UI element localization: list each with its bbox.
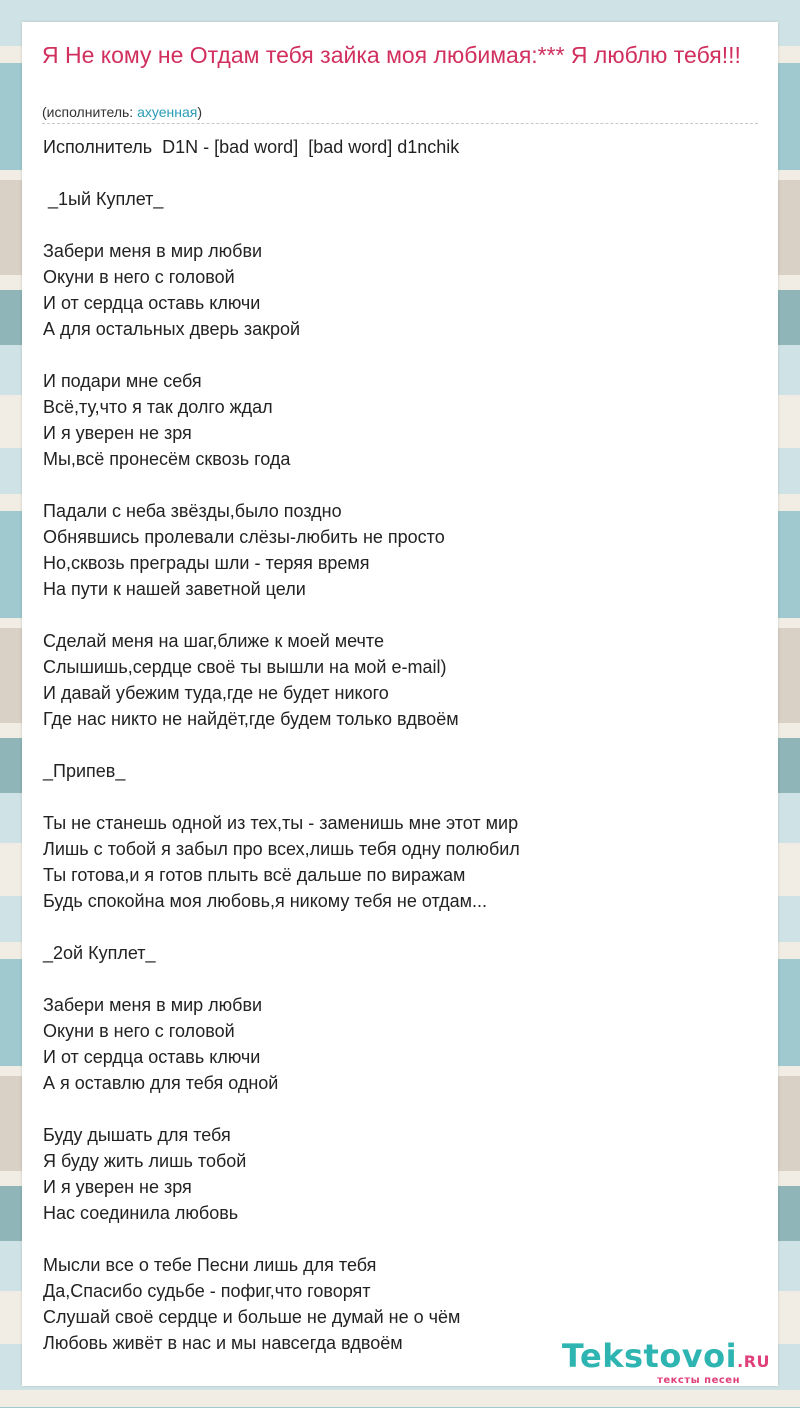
lyric-line: Забери меня в мир любви xyxy=(43,241,263,261)
lyric-line: И я уверен не зря xyxy=(43,1177,192,1197)
lyric-line xyxy=(43,212,759,238)
lyric-line: Буду дышать для тебя xyxy=(43,1125,231,1145)
lyric-line: Будь спокойна моя любовь,я никому тебя не отдам... xyxy=(43,891,487,911)
lyric-line: И от сердца оставь ключи xyxy=(43,293,261,313)
lyric-line xyxy=(43,602,759,628)
artist-suffix: ) xyxy=(197,104,203,120)
lyrics-card xyxy=(22,22,778,1386)
lyric-line: Лишь с тобой я забыл про всех,лишь тебя одну полюбил xyxy=(43,839,520,859)
lyric-line: Но,сквозь преграды шли - теряя время xyxy=(43,553,370,573)
lyric-line: Всё,ту,что я так долго ждал xyxy=(43,397,273,417)
lyric-line xyxy=(43,966,759,992)
lyric-line: А для остальных дверь закрой xyxy=(43,319,301,339)
artist-line xyxy=(42,103,758,124)
lyric-line: Нас соединила любовь xyxy=(43,1203,239,1223)
lyric-line: А я оставлю для тебя одной xyxy=(43,1073,279,1093)
logo-domain: .RU xyxy=(737,1352,770,1371)
lyric-line xyxy=(43,472,759,498)
lyric-line: И подари мне себя xyxy=(43,371,202,391)
artist-prefix: (исполнитель: xyxy=(42,104,138,120)
lyric-line: Слышишь,сердце своё ты вышли на мой e-mail) xyxy=(43,657,447,677)
lyric-line: Ты не станешь одной из тех,ты - заменишь мне этот мир xyxy=(43,813,519,833)
lyric-line: Обнявшись пролевали слёзы-любить не просто xyxy=(43,527,445,547)
lyric-line: Мы,всё пронесём сквозь года xyxy=(43,449,291,469)
lyric-line: Забери меня в мир любви xyxy=(43,995,263,1015)
lyric-line: Ты готова,и я готов плыть всё дальше по виражам xyxy=(43,865,466,885)
lyric-line: И я уверен не зря xyxy=(43,423,192,443)
lyric-line: Мысли все о тебе Песни лишь для тебя xyxy=(43,1255,377,1275)
song-title: Я Не кому не Отдам тебя зайка моя любимая:*** Я люблю тебя!!! xyxy=(42,42,741,68)
lyric-line xyxy=(43,732,759,758)
lyric-line: _1ый Куплет_ xyxy=(43,189,164,209)
lyric-line: Я буду жить лишь тобой xyxy=(43,1151,247,1171)
lyric-line: _2ой Куплет_ xyxy=(43,943,156,963)
lyric-line: _Припев_ xyxy=(43,761,126,781)
lyric-line: Окуни в него с головой xyxy=(43,267,235,287)
lyrics-text xyxy=(43,134,759,1356)
lyric-line: Окуни в него с головой xyxy=(43,1021,235,1041)
lyric-line xyxy=(43,1226,759,1252)
lyric-line: На пути к нашей заветной цели xyxy=(43,579,306,599)
lyric-line: Да,Спасибо судьбе - пофиг,что говорят xyxy=(43,1281,371,1301)
site-logo[interactable] xyxy=(562,1339,770,1386)
lyric-line: И от сердца оставь ключи xyxy=(43,1047,261,1067)
lyric-line xyxy=(43,784,759,810)
lyric-line xyxy=(43,342,759,368)
lyric-line: И давай убежим туда,где не будет никого xyxy=(43,683,389,703)
lyric-line: Падали с неба звёзды,было поздно xyxy=(43,501,342,521)
lyric-line: Сделай меня на шаг,ближе к моей мечте xyxy=(43,631,384,651)
lyric-line: Слушай своё сердце и больше не думай не о чём xyxy=(43,1307,461,1327)
lyric-line: Исполнитель D1N - [bad word] [bad word] d1nchik xyxy=(43,137,460,157)
lyric-line: Любовь живёт в нас и мы навсегда вдвоём xyxy=(43,1333,403,1353)
lyric-line xyxy=(43,1096,759,1122)
logo-name: Tekstovoi xyxy=(561,1337,738,1375)
lyric-line xyxy=(43,160,759,186)
artist-link[interactable]: ахуенная xyxy=(137,104,198,120)
lyric-line xyxy=(43,914,759,940)
logo-tagline: тексты песен xyxy=(657,1375,740,1386)
lyric-line: Где нас никто не найдёт,где будем только вдвоём xyxy=(43,709,459,729)
